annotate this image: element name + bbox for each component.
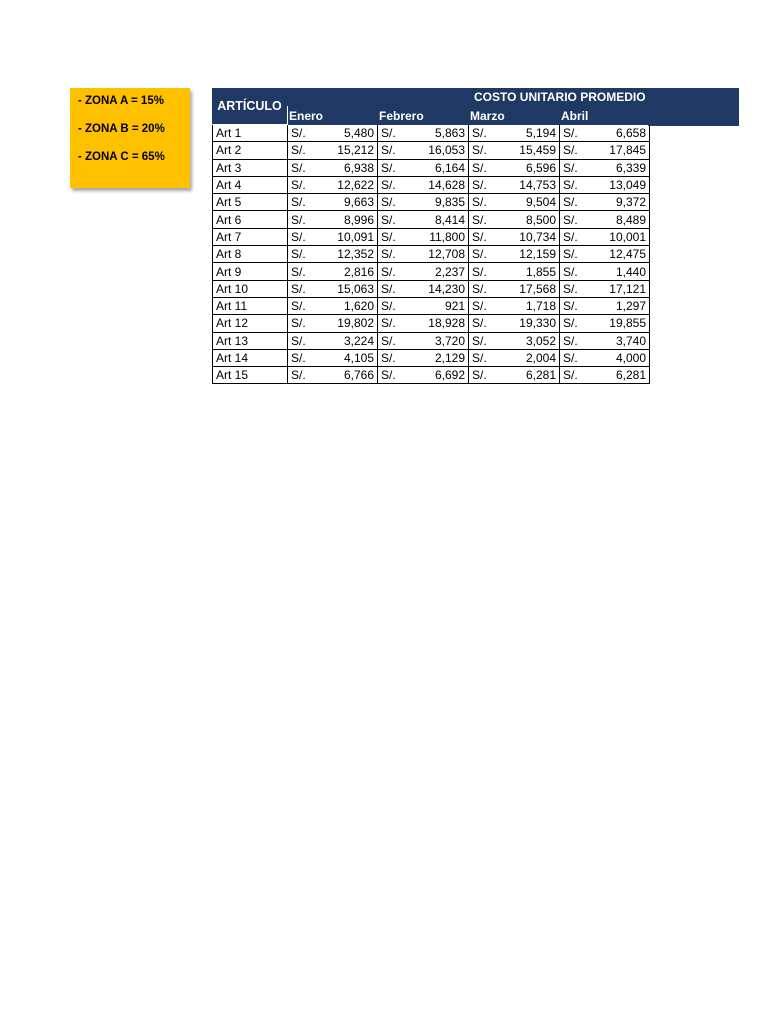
cost-value: 6,339 <box>615 160 646 175</box>
currency-symbol: S/. <box>381 264 396 279</box>
currency-symbol: S/. <box>472 333 487 348</box>
currency-symbol: S/. <box>291 229 306 244</box>
cost-cell[interactable] <box>288 263 378 280</box>
cost-cell[interactable] <box>560 228 650 245</box>
table-row <box>213 332 650 349</box>
cost-cell[interactable] <box>288 159 378 176</box>
cost-cell[interactable] <box>469 315 560 332</box>
currency-symbol: S/. <box>472 299 487 314</box>
cost-value: 8,414 <box>434 212 465 227</box>
currency-symbol: S/. <box>563 351 578 365</box>
cost-cell[interactable] <box>378 315 469 332</box>
cost-cell[interactable] <box>288 228 378 245</box>
cost-cell[interactable] <box>378 211 469 228</box>
currency-symbol: S/. <box>291 281 306 296</box>
cost-value: 11,800 <box>429 229 465 244</box>
currency-symbol: S/. <box>472 247 487 262</box>
cost-value: 1,855 <box>525 264 556 279</box>
currency-symbol: S/. <box>563 264 578 279</box>
cost-value: 1,440 <box>615 264 646 279</box>
cost-value: 3,224 <box>343 333 374 348</box>
article-name-cell[interactable]: Art 4 <box>213 176 288 193</box>
currency-symbol: S/. <box>381 281 396 296</box>
currency-symbol: S/. <box>381 247 396 262</box>
currency-symbol: S/. <box>472 195 487 210</box>
cost-value: 2,129 <box>434 351 465 365</box>
cost-cell[interactable] <box>469 142 560 159</box>
cost-cell[interactable] <box>288 246 378 263</box>
article-name-cell[interactable]: Art 11 <box>213 297 288 314</box>
currency-symbol: S/. <box>563 178 578 193</box>
cost-value: 12,708 <box>428 247 465 262</box>
cost-cell[interactable] <box>378 176 469 193</box>
table-row <box>213 228 650 245</box>
currency-symbol: S/. <box>472 126 487 141</box>
cost-value: 15,063 <box>337 281 374 296</box>
cost-cell[interactable] <box>560 125 650 142</box>
currency-symbol: S/. <box>472 316 487 331</box>
cost-cell[interactable] <box>469 159 560 176</box>
costo-unitario-header[interactable]: COSTO UNITARIO PROMEDIO <box>287 88 739 106</box>
cost-cell[interactable] <box>288 297 378 314</box>
cost-cell[interactable] <box>469 367 560 384</box>
cost-value: 5,863 <box>434 126 465 141</box>
blank-cell <box>213 107 288 125</box>
currency-symbol: S/. <box>381 333 396 348</box>
article-name-cell[interactable]: Art 3 <box>213 159 288 176</box>
cost-value: 12,475 <box>609 247 646 262</box>
cost-cell[interactable] <box>560 142 650 159</box>
cost-value: 3,720 <box>434 333 465 348</box>
table-row <box>213 159 650 176</box>
cost-cell[interactable] <box>378 263 469 280</box>
table-row <box>213 297 650 314</box>
currency-symbol: S/. <box>472 178 487 193</box>
currency-symbol: S/. <box>563 247 578 262</box>
currency-symbol: S/. <box>381 351 396 365</box>
cost-cell[interactable] <box>378 159 469 176</box>
currency-symbol: S/. <box>472 160 487 175</box>
currency-symbol: S/. <box>291 126 306 141</box>
cost-cell[interactable] <box>469 211 560 228</box>
table-row <box>213 349 650 366</box>
month-header-febrero[interactable]: Febrero <box>378 107 469 125</box>
month-header-abril[interactable]: Abril <box>560 107 650 125</box>
cost-cell[interactable] <box>560 194 650 211</box>
article-name-cell[interactable]: Art 14 <box>213 349 288 366</box>
currency-symbol: S/. <box>381 316 396 331</box>
currency-symbol: S/. <box>381 178 396 193</box>
currency-symbol: S/. <box>472 212 487 227</box>
cost-value: 17,845 <box>609 143 646 158</box>
cost-value: 5,480 <box>343 126 374 141</box>
cost-cell[interactable] <box>560 263 650 280</box>
cost-value: 4,000 <box>615 351 646 365</box>
cost-cell[interactable] <box>288 332 378 349</box>
cost-value: 6,658 <box>615 126 646 141</box>
cost-value: 6,596 <box>525 160 556 175</box>
article-name-cell[interactable]: Art 2 <box>213 142 288 159</box>
cost-cell[interactable] <box>469 349 560 366</box>
currency-symbol: S/. <box>563 316 578 331</box>
cost-cell[interactable] <box>560 297 650 314</box>
currency-symbol: S/. <box>291 368 306 383</box>
table-row <box>213 246 650 263</box>
cost-cell[interactable] <box>378 367 469 384</box>
cost-value: 9,504 <box>525 195 556 210</box>
currency-symbol: S/. <box>563 143 578 158</box>
cost-value: 2,816 <box>343 264 374 279</box>
cost-cell[interactable] <box>288 367 378 384</box>
cost-value: 1,718 <box>525 299 556 314</box>
cost-cell[interactable] <box>560 211 650 228</box>
cost-value: 17,568 <box>519 281 556 296</box>
cost-value: 10,001 <box>609 229 646 244</box>
articulo-header[interactable]: ARTÍCULO <box>212 88 287 124</box>
cost-value: 6,281 <box>525 368 556 383</box>
currency-symbol: S/. <box>563 160 578 175</box>
month-header-marzo[interactable]: Marzo <box>469 107 560 125</box>
table-row <box>213 211 650 228</box>
currency-symbol: S/. <box>291 247 306 262</box>
currency-symbol: S/. <box>563 281 578 296</box>
table-row <box>213 367 650 384</box>
cost-cell[interactable] <box>288 211 378 228</box>
zone-percentages-note <box>70 88 190 188</box>
cost-value: 3,052 <box>525 333 556 348</box>
cost-cell[interactable] <box>378 280 469 297</box>
cost-value: 12,352 <box>337 247 374 262</box>
zone-b-label: - ZONA B = 20% <box>78 123 165 135</box>
cost-cell[interactable] <box>469 176 560 193</box>
currency-symbol: S/. <box>563 368 578 383</box>
currency-symbol: S/. <box>291 195 306 210</box>
cost-value: 17,121 <box>609 281 646 296</box>
cost-cell[interactable] <box>560 246 650 263</box>
cost-value: 6,938 <box>343 160 374 175</box>
cost-value: 8,500 <box>525 212 556 227</box>
cost-cell[interactable] <box>378 246 469 263</box>
cost-value: 8,996 <box>343 212 374 227</box>
cost-cell[interactable] <box>469 125 560 142</box>
currency-symbol: S/. <box>291 212 306 227</box>
table-row <box>213 125 650 142</box>
cost-value: 6,692 <box>434 368 465 383</box>
currency-symbol: S/. <box>563 229 578 244</box>
cost-cell[interactable] <box>378 228 469 245</box>
currency-symbol: S/. <box>291 351 306 365</box>
currency-symbol: S/. <box>472 281 487 296</box>
cost-cell[interactable] <box>469 263 560 280</box>
cost-value: 10,091 <box>337 229 374 244</box>
currency-symbol: S/. <box>381 160 396 175</box>
currency-symbol: S/. <box>381 229 396 244</box>
cost-value: 14,753 <box>519 178 556 193</box>
cost-value: 8,489 <box>615 212 646 227</box>
currency-symbol: S/. <box>381 126 396 141</box>
currency-symbol: S/. <box>563 333 578 348</box>
month-header-row <box>213 107 650 125</box>
currency-symbol: S/. <box>563 212 578 227</box>
cost-cell[interactable] <box>288 176 378 193</box>
currency-symbol: S/. <box>291 178 306 193</box>
cost-cell[interactable] <box>378 125 469 142</box>
cost-value: 6,766 <box>343 368 374 383</box>
article-name-cell[interactable]: Art 9 <box>213 263 288 280</box>
cost-value: 12,159 <box>519 247 556 262</box>
cost-cell[interactable] <box>560 332 650 349</box>
cost-cell[interactable] <box>378 349 469 366</box>
currency-symbol: S/. <box>472 368 487 383</box>
article-name-cell[interactable]: Art 13 <box>213 332 288 349</box>
article-name-cell[interactable]: Art 5 <box>213 194 288 211</box>
cost-value: 5,194 <box>525 126 556 141</box>
article-name-cell[interactable]: Art 10 <box>213 280 288 297</box>
table-row <box>213 194 650 211</box>
cost-value: 6,164 <box>434 160 465 175</box>
cost-cell[interactable] <box>469 280 560 297</box>
zone-a-label: - ZONA A = 15% <box>78 95 164 107</box>
cost-value: 921 <box>444 299 465 314</box>
cost-cell[interactable] <box>288 280 378 297</box>
cost-cell[interactable] <box>378 142 469 159</box>
cost-cell[interactable] <box>378 297 469 314</box>
currency-symbol: S/. <box>381 368 396 383</box>
currency-symbol: S/. <box>472 264 487 279</box>
article-name-cell[interactable]: Art 8 <box>213 246 288 263</box>
header-band-extension <box>648 106 739 126</box>
cost-cell[interactable] <box>560 367 650 384</box>
currency-symbol: S/. <box>472 351 487 365</box>
currency-symbol: S/. <box>472 143 487 158</box>
cost-value: 14,628 <box>428 178 465 193</box>
currency-symbol: S/. <box>381 143 396 158</box>
cost-cell[interactable] <box>469 228 560 245</box>
currency-symbol: S/. <box>291 160 306 175</box>
cost-value: 19,802 <box>337 316 374 331</box>
zone-c-label: - ZONA C = 65% <box>78 151 165 163</box>
cost-cell[interactable] <box>560 349 650 366</box>
article-name-cell[interactable]: Art 1 <box>213 125 288 142</box>
currency-symbol: S/. <box>563 126 578 141</box>
cost-value: 19,330 <box>519 316 556 331</box>
cost-value: 13,049 <box>609 178 646 193</box>
cost-value: 1,620 <box>343 299 374 314</box>
currency-symbol: S/. <box>381 299 396 314</box>
cost-cell[interactable] <box>560 159 650 176</box>
cost-value: 9,835 <box>434 195 465 210</box>
table-row <box>213 263 650 280</box>
cost-cell[interactable] <box>469 194 560 211</box>
currency-symbol: S/. <box>472 229 487 244</box>
cost-value: 15,459 <box>519 143 556 158</box>
cost-value: 2,004 <box>525 351 556 365</box>
cost-cell[interactable] <box>288 315 378 332</box>
cost-value: 14,230 <box>428 281 465 296</box>
article-name-cell[interactable]: Art 15 <box>213 367 288 384</box>
cost-value: 12,622 <box>337 178 374 193</box>
month-header-enero[interactable]: Enero <box>288 107 378 125</box>
currency-symbol: S/. <box>291 333 306 348</box>
cost-value: 15,212 <box>337 143 374 158</box>
cost-cell[interactable] <box>560 176 650 193</box>
article-name-cell[interactable]: Art 6 <box>213 211 288 228</box>
cost-cell[interactable] <box>560 280 650 297</box>
currency-symbol: S/. <box>291 264 306 279</box>
cost-cell[interactable] <box>469 332 560 349</box>
cost-cell[interactable] <box>560 315 650 332</box>
cost-cell[interactable] <box>378 194 469 211</box>
cost-value: 9,372 <box>615 195 646 210</box>
cost-cell[interactable] <box>378 332 469 349</box>
table-row <box>213 280 650 297</box>
cost-cell[interactable] <box>288 194 378 211</box>
currency-symbol: S/. <box>563 195 578 210</box>
cost-value: 10,734 <box>519 229 556 244</box>
cost-cell[interactable] <box>469 297 560 314</box>
currency-symbol: S/. <box>563 299 578 314</box>
cost-value: 9,663 <box>343 195 374 210</box>
currency-symbol: S/. <box>291 316 306 331</box>
table-row <box>213 315 650 332</box>
cost-cell[interactable] <box>288 125 378 142</box>
cost-value: 18,928 <box>428 316 465 331</box>
currency-symbol: S/. <box>291 299 306 314</box>
currency-symbol: S/. <box>291 143 306 158</box>
currency-symbol: S/. <box>381 212 396 227</box>
cost-value: 6,281 <box>615 368 646 383</box>
table-row <box>213 176 650 193</box>
cost-value: 1,297 <box>615 299 646 314</box>
cost-value: 2,237 <box>434 264 465 279</box>
currency-symbol: S/. <box>381 195 396 210</box>
cost-table <box>212 106 650 384</box>
table-row <box>213 142 650 159</box>
cost-value: 19,855 <box>609 316 646 331</box>
cost-cell[interactable] <box>469 246 560 263</box>
cost-cell[interactable] <box>288 349 378 366</box>
cost-value: 16,053 <box>428 143 465 158</box>
article-name-cell[interactable]: Art 12 <box>213 315 288 332</box>
cost-value: 4,105 <box>343 351 374 365</box>
article-name-cell[interactable]: Art 7 <box>213 228 288 245</box>
cost-cell[interactable] <box>288 142 378 159</box>
cost-value: 3,740 <box>615 333 646 348</box>
